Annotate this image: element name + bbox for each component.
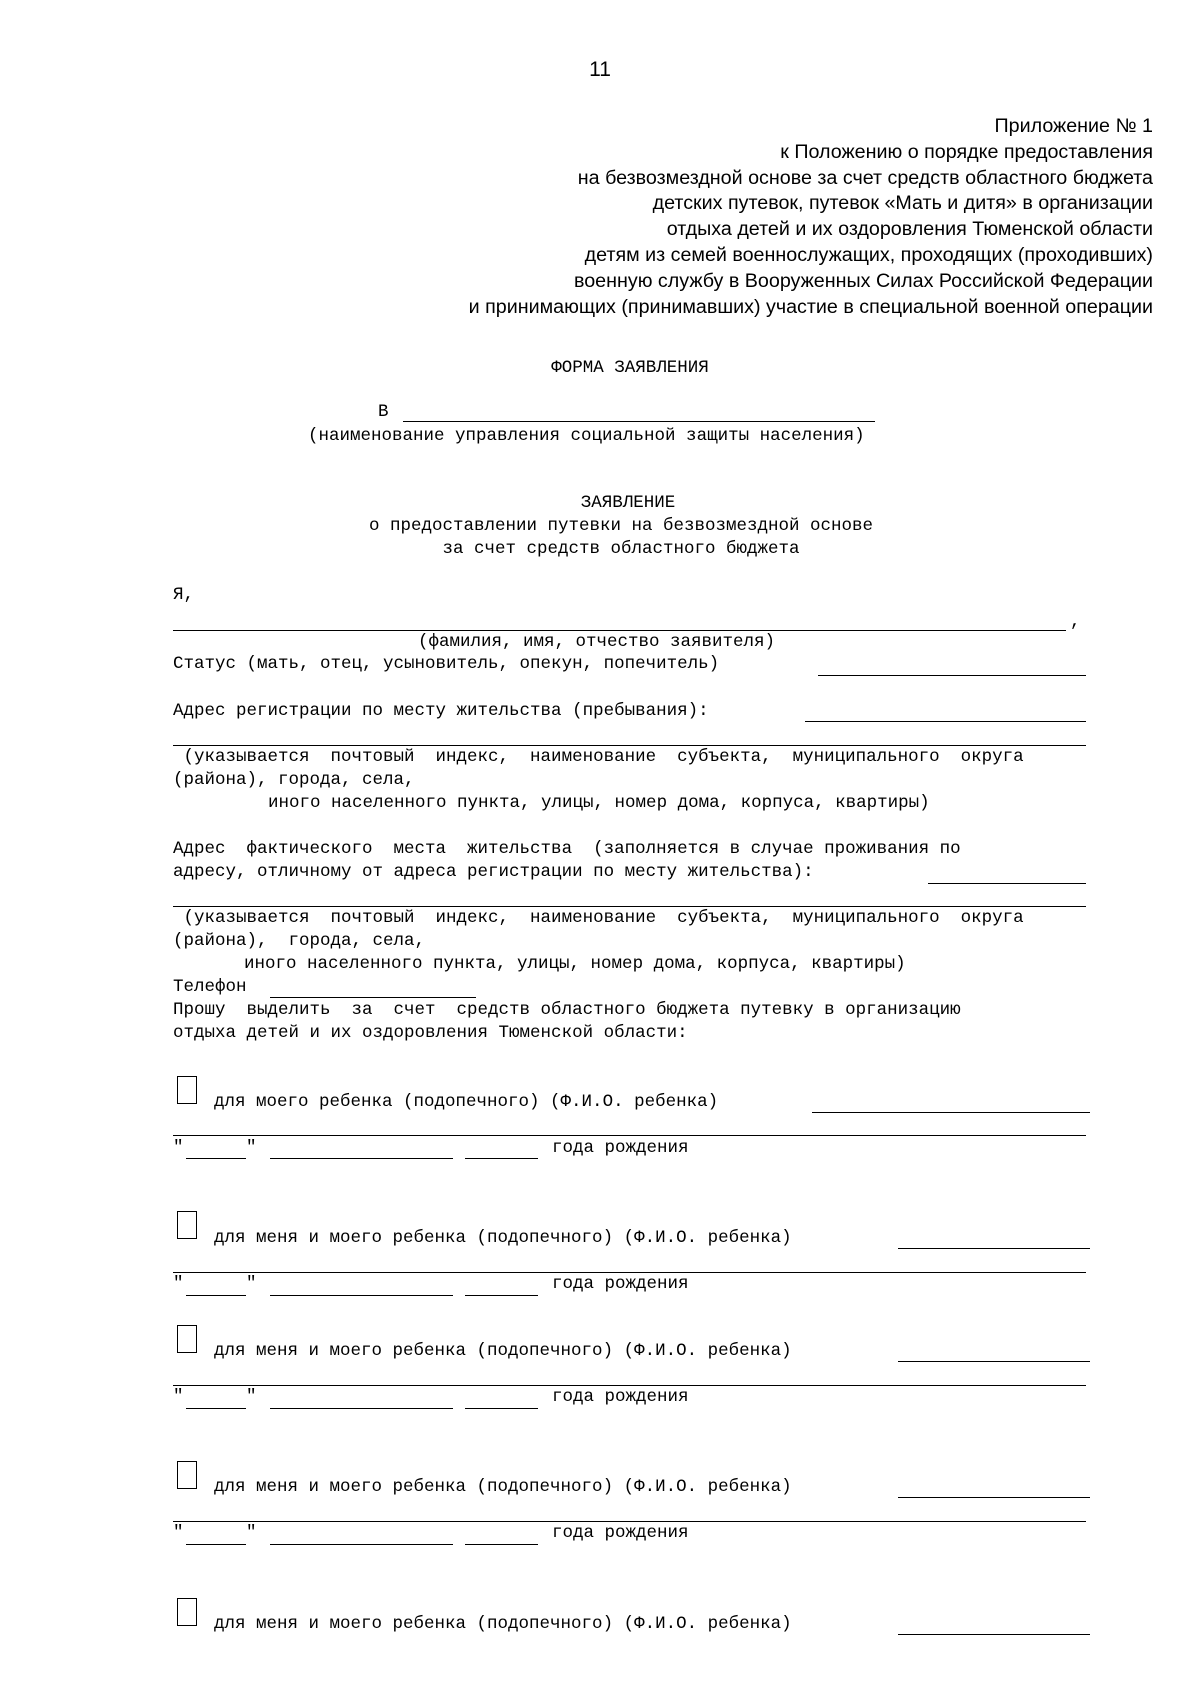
quote-open: "	[173, 1138, 184, 1158]
birth-day-field[interactable]	[186, 1295, 246, 1296]
fact-address-field[interactable]	[928, 883, 1086, 884]
phone-label: Телефон	[173, 977, 247, 997]
option-label: для моего ребенка (подопечного) (Ф.И.О. ребенка)	[214, 1092, 719, 1112]
fio-comma: ,	[1070, 612, 1081, 632]
fio-caption: (фамилия, имя, отчество заявителя)	[418, 632, 776, 652]
form-title: ФОРМА ЗАЯВЛЕНИЯ	[551, 358, 709, 378]
addressee-caption: (наименование управления социальной защиты населения)	[308, 426, 865, 446]
option-checkbox[interactable]	[177, 1076, 197, 1104]
birth-month-field[interactable]	[270, 1158, 453, 1159]
phone-field[interactable]	[270, 997, 476, 998]
option-label: для меня и моего ребенка (подопечного) (Ф.И.О. ребенка)	[214, 1341, 792, 1361]
request-line-1: Прошу выделить за счет средств областного бюджета путевку в организацию	[173, 1000, 961, 1020]
option-label: для меня и моего ребенка (подопечного) (Ф.И.О. ребенка)	[214, 1614, 792, 1634]
birth-label: года рождения	[552, 1274, 689, 1294]
reg-caption-2: (района), города, села,	[173, 770, 415, 790]
fact-address-line-1: Адрес фактического места жительства (заполняется в случае проживания по	[173, 839, 961, 859]
ya-label: Я,	[173, 585, 195, 605]
birth-label: года рождения	[552, 1387, 689, 1407]
reg-address-field-2[interactable]	[173, 745, 1086, 746]
page-number: 11	[589, 58, 611, 81]
appendix-line: отдыха детей и их оздоровления Тюменской области	[666, 218, 1153, 241]
quote-open: "	[173, 1274, 184, 1294]
option-checkbox[interactable]	[177, 1598, 197, 1626]
statement-subtitle-2: за счет средств областного бюджета	[442, 539, 800, 559]
reg-address-label: Адрес регистрации по месту жительства (пребывания):	[173, 701, 709, 721]
appendix-line: детских путевок, путевок «Мать и дитя» в организации	[652, 192, 1153, 215]
child-name-field[interactable]	[898, 1634, 1090, 1635]
birth-day-field[interactable]	[186, 1544, 246, 1545]
quote-close: "	[246, 1138, 257, 1158]
fact-caption-1: (указывается почтовый индекс, наименование субъекта, муниципального округа	[173, 908, 1024, 928]
addressee-prefix: В	[378, 402, 389, 422]
status-label: Статус (мать, отец, усыновитель, опекун, попечитель)	[173, 654, 720, 674]
appendix-line: Приложение № 1	[994, 115, 1153, 137]
child-name-field[interactable]	[812, 1112, 1090, 1113]
appendix-line: к Положению о порядке предоставления	[780, 140, 1153, 163]
option-label: для меня и моего ребенка (подопечного) (Ф.И.О. ребенка)	[214, 1228, 792, 1248]
statement-subtitle-1: о предоставлении путевки на безвозмездной основе	[368, 516, 874, 536]
birth-label: года рождения	[552, 1138, 689, 1158]
fact-caption-3: иного населенного пункта, улицы, номер дома, корпуса, квартиры)	[244, 954, 906, 974]
quote-close: "	[246, 1274, 257, 1294]
status-field[interactable]	[818, 675, 1086, 676]
child-name-field-2[interactable]	[173, 1521, 1086, 1522]
option-checkbox[interactable]	[177, 1325, 197, 1353]
child-name-field[interactable]	[898, 1248, 1090, 1249]
appendix-line: на безвозмездной основе за счет средств областного бюджета	[577, 166, 1153, 189]
child-name-field-2[interactable]	[173, 1272, 1086, 1273]
birth-month-field[interactable]	[270, 1408, 453, 1409]
appendix-line: и принимающих (принимавших) участие в специальной военной операции	[468, 295, 1153, 318]
reg-address-field[interactable]	[805, 721, 1086, 722]
addressee-field[interactable]	[403, 421, 875, 422]
appendix-header	[469, 114, 1153, 320]
option-label: для меня и моего ребенка (подопечного) (Ф.И.О. ребенка)	[214, 1477, 792, 1497]
option-checkbox[interactable]	[177, 1211, 197, 1239]
applicant-fio-field[interactable]	[173, 630, 1066, 631]
quote-close: "	[246, 1523, 257, 1543]
quote-open: "	[173, 1523, 184, 1543]
option-checkbox[interactable]	[177, 1461, 197, 1489]
birth-year-field[interactable]	[465, 1408, 538, 1409]
birth-day-field[interactable]	[186, 1158, 246, 1159]
quote-open: "	[173, 1387, 184, 1407]
birth-year-field[interactable]	[465, 1158, 538, 1159]
fact-address-line-2: адресу, отличному от адреса регистрации по месту жительства):	[173, 862, 814, 882]
reg-caption-3: иного населенного пункта, улицы, номер дома, корпуса, квартиры)	[268, 793, 930, 813]
fact-caption-2: (района), города, села,	[173, 931, 426, 951]
statement-title: ЗАЯВЛЕНИЕ	[580, 493, 676, 513]
request-line-2: отдыха детей и их оздоровления Тюменской области:	[173, 1023, 688, 1043]
birth-day-field[interactable]	[186, 1408, 246, 1409]
child-name-field-2[interactable]	[173, 1385, 1086, 1386]
appendix-line: военную службу в Вооруженных Силах Российской Федерации	[573, 269, 1153, 292]
birth-label: года рождения	[552, 1523, 689, 1543]
child-name-field[interactable]	[898, 1361, 1090, 1362]
quote-close: "	[246, 1387, 257, 1407]
birth-month-field[interactable]	[270, 1544, 453, 1545]
child-name-field-2[interactable]	[173, 1135, 1086, 1136]
birth-month-field[interactable]	[270, 1295, 453, 1296]
reg-caption-1: (указывается почтовый индекс, наименование субъекта, муниципального округа	[173, 747, 1024, 767]
child-name-field[interactable]	[898, 1497, 1090, 1498]
birth-year-field[interactable]	[465, 1544, 538, 1545]
birth-year-field[interactable]	[465, 1295, 538, 1296]
appendix-line: детям из семей военнослужащих, проходящих (проходивших)	[584, 243, 1153, 266]
fact-address-field-2[interactable]	[173, 906, 1086, 907]
